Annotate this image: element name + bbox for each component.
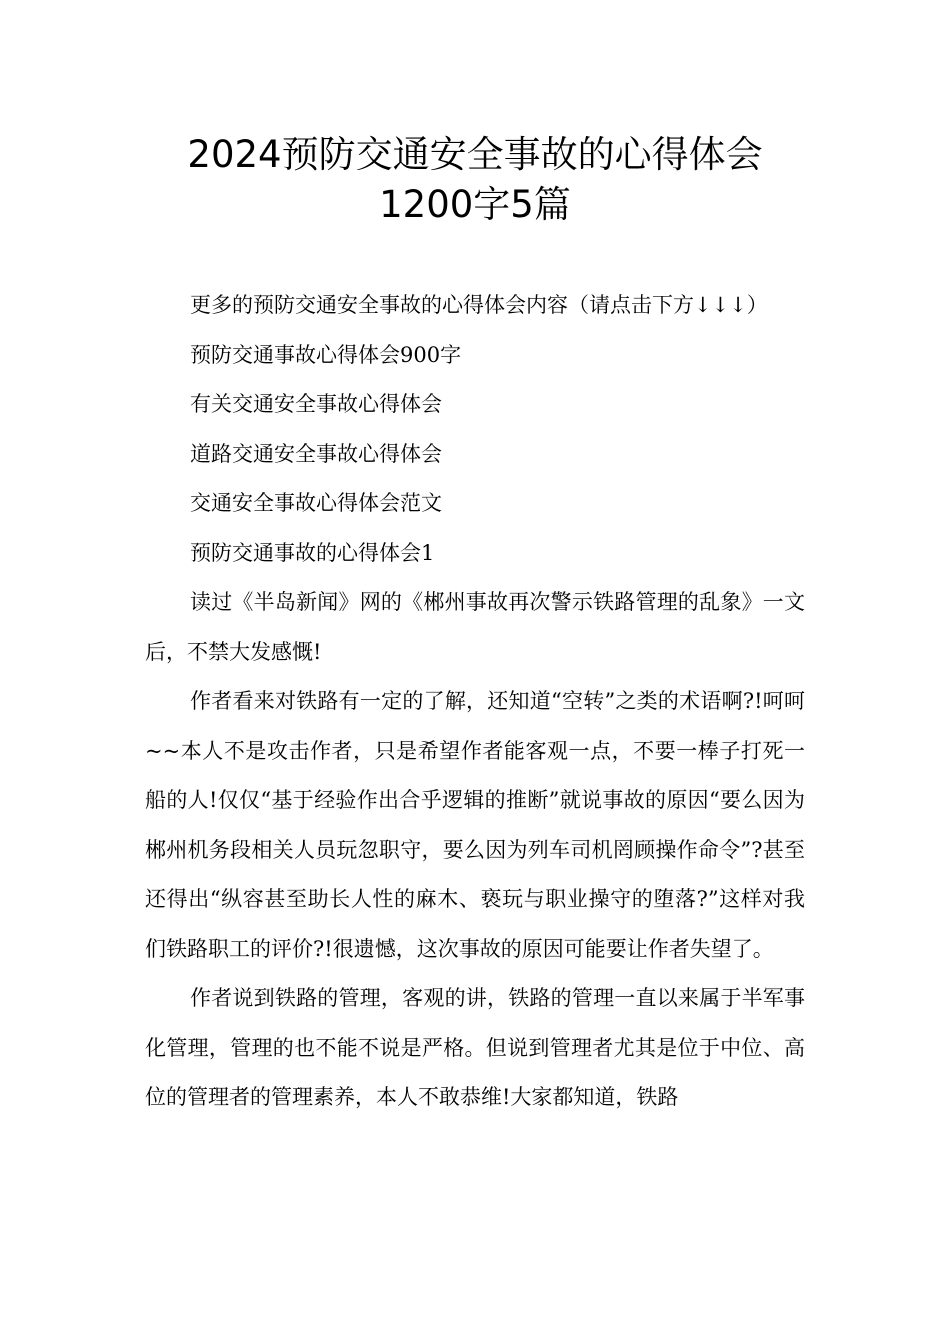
section-heading: 预防交通事故的心得体会1: [190, 540, 435, 565]
body-paragraph-1: 读过《半岛新闻》网的《郴州事故再次警示铁路管理的乱象》一文后，不禁大发感慨!: [145, 590, 805, 664]
related-link-2[interactable]: 有关交通安全事故心得体会: [190, 392, 442, 416]
related-link-1[interactable]: 预防交通事故心得体会900字: [190, 342, 462, 367]
document-title: [0, 130, 950, 230]
title-line-2: 1200字5篇: [379, 183, 571, 226]
related-link-4[interactable]: 交通安全事故心得体会范文: [190, 491, 442, 515]
body-paragraph-3: 作者说到铁路的管理，客观的讲，铁路的管理一直以来属于半军事化管理，管理的也不能不说是严格。但说到管理者尤其是位于中位、高位的管理者的管理素养，本人不敢恭维!大家都知道，铁路: [145, 986, 805, 1109]
document-body: [145, 281, 805, 1123]
body-paragraph-2: 作者看来对铁路有一定的了解，还知道“空转”之类的术语啊?!呵呵~~本人不是攻击作者，只是希望作者能客观一点，不要一棒子打死一船的人!仅仅“基于经验作出合乎逻辑的推断”就说事故的原因“要么因为郴州机务段相关人员玩忽职守，要么因为列车司机罔顾操作命令”?甚至还得出“纵容甚至助长人性的麻木、亵玩与职业操守的堕落?”这样对我们铁路职工的评价?!很遗憾，这次事故的原因可能要让作者失望了。: [145, 689, 805, 961]
title-line-1: 2024预防交通安全事故的心得体会: [187, 133, 763, 176]
intro-paragraph: 更多的预防交通安全事故的心得体会内容（请点击下方↓↓↓）: [190, 293, 768, 317]
related-link-3[interactable]: 道路交通安全事故心得体会: [190, 441, 442, 466]
